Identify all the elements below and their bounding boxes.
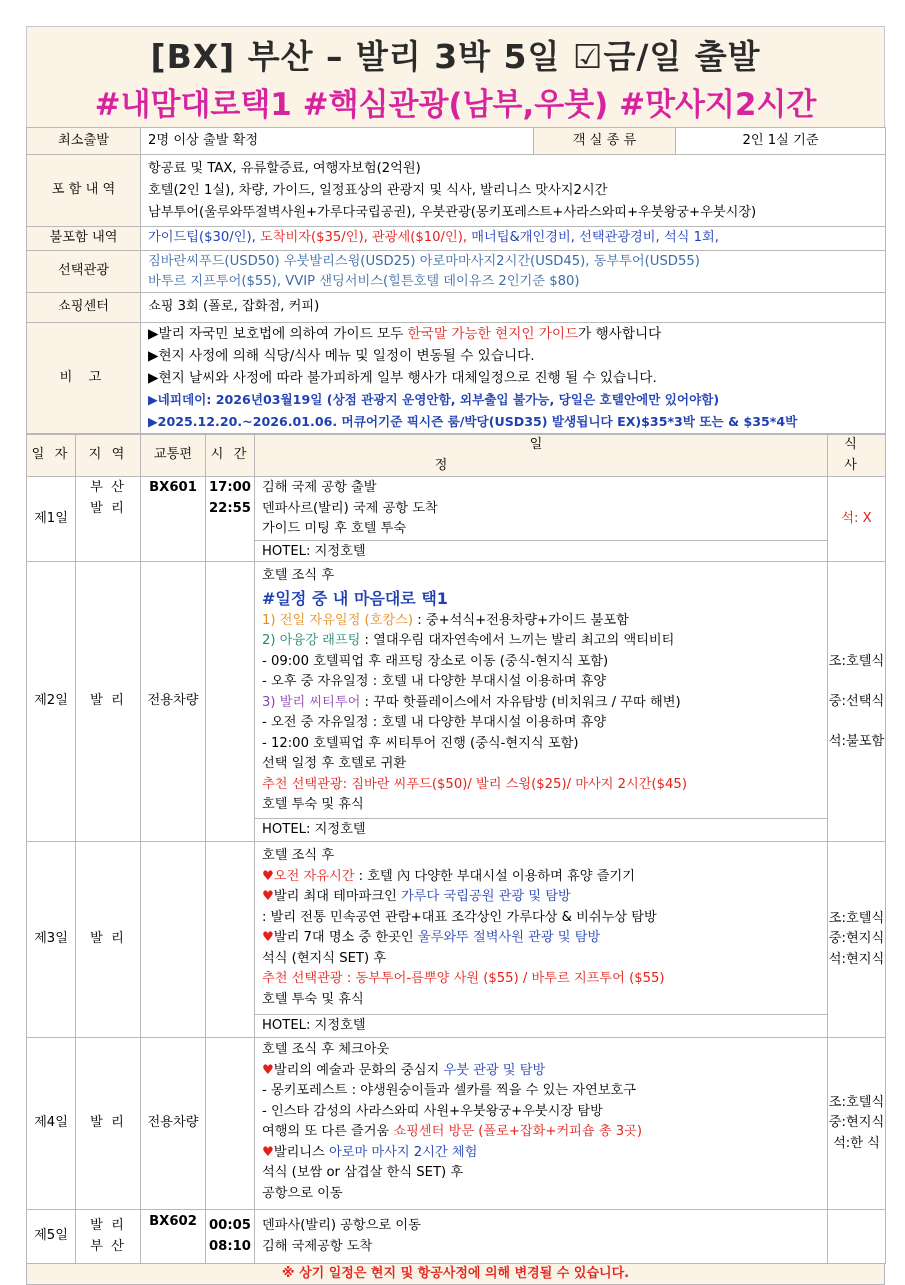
header-banner xyxy=(26,26,885,127)
include-line: 항공료 및 TAX, 유류할증료, 여행자보험(2억원) xyxy=(148,160,421,176)
day-label: 제2일 xyxy=(27,562,76,842)
col-meal: 식 사 xyxy=(828,435,886,477)
day-row-3 xyxy=(27,842,886,1038)
heart-icon: ♥ xyxy=(262,868,274,884)
room-label: 객 실 종 류 xyxy=(534,128,676,155)
day-row-4 xyxy=(27,1038,886,1210)
shopping-label: 쇼핑센터 xyxy=(27,293,141,323)
shopping-value: 쇼핑 3회 (폴로, 잡화점, 커피) xyxy=(141,293,886,323)
day-label: 제5일 xyxy=(27,1210,76,1264)
meal-cell: 조:호텔식 중:현지식 석:한 식 xyxy=(828,1038,886,1210)
info-row-min xyxy=(27,128,886,155)
region-cell: 발 리 xyxy=(76,562,141,842)
schedule-cell: 호텔 조식 후 체크아웃 ♥발리의 예술과 문화의 중심지 우붓 관광 및 탐방 - 몽키포레스트 : 야생원숭이들과 셀카를 찍을 수 있는 자연보호구 - 인스타 감성의 사라스와띠 사원+우붓왕궁+우붓시장 탐방 여행의 또 다른 즐거움 쇼핑센터 방문 (폴로+잡화+커피숍 총 3곳) ♥발리니스 아로마 마사지 2시간 체험 석식 (보쌈 or 삼겹살 한식 SET) 후 공항으로 이동 xyxy=(255,1038,828,1210)
region-cell: 발 리 xyxy=(76,1038,141,1210)
include-line: 남부투어(울루와뚜절벽사원+가루다국립공권), 우붓관광(몽키포레스트+사라스와띠+우붓왕궁+우붓시장) xyxy=(148,204,757,220)
exclude-guide-tip: 가이드팁($30/인), xyxy=(148,230,256,246)
hotel-line: HOTEL: 지정호텔 xyxy=(255,540,827,561)
note-line: ▶발리 자국민 보호법에 의하여 가이드 모두 한국말 가능한 현지인 가이드가 행사합니다 xyxy=(148,326,662,342)
optional-label: 선택관광 xyxy=(27,251,141,293)
info-row-exclude xyxy=(27,227,886,251)
day-row-1 xyxy=(27,477,886,562)
exclude-visa: 도착비자($35/인), xyxy=(260,230,368,246)
itinerary-document xyxy=(26,26,885,1285)
col-day: 일 자 xyxy=(27,435,76,477)
day-label: 제1일 xyxy=(27,477,76,562)
col-transport: 교통편 xyxy=(141,435,206,477)
min-label: 최소출발 xyxy=(27,128,141,155)
optional-list xyxy=(141,251,886,293)
exclude-list xyxy=(141,227,886,251)
room-value: 2인 1실 기준 xyxy=(676,128,886,155)
schedule-header-row xyxy=(27,435,886,477)
notes-label: 비 고 xyxy=(27,323,141,434)
note-line: ▶네피데이: 2026년03월19일 (상점 관광지 운영안함, 외부출입 불가능, 당일은 호텔안에만 있어야함) xyxy=(148,392,720,407)
info-row-include xyxy=(27,155,886,227)
footer-notice: ※ 상기 일정은 현지 및 항공사정에 의해 변경될 수 있습니다. xyxy=(26,1264,885,1285)
schedule-cell: 호텔 조식 후 ♥오전 자유시간 : 호텔 內 다양한 부대시설 이용하며 휴양 즐기기 ♥발리 최대 테마파크인 가루다 국립공원 관광 및 탐방 : 발리 전통 민속공연 관람+대표 조각상인 가루다상 & 비쉬누상 탐방 ♥발리 7대 명소 중 한곳인 울루와뚜 절벽사원 관광 및 탐방 석식 (현지식 SET) 후 추천 선택관광 : 동부투어-름뿌양 사원 ($55) / 바투르 지프투어 ($55) 호텔 투숙 및 휴식 HOTEL: 지정호텔 xyxy=(255,842,828,1038)
exclude-tax: 관광세($10/인), xyxy=(372,230,468,246)
time-cell xyxy=(206,1038,255,1210)
meal-cell xyxy=(828,1210,886,1264)
col-schedule: 일 정 xyxy=(255,435,828,477)
time-cell: 00:05 08:10 xyxy=(206,1210,255,1264)
hotel-line: HOTEL: 지정호텔 xyxy=(255,1014,827,1035)
schedule-cell: 김해 국제 공항 출발 덴파사르(발리) 국제 공항 도착 가이드 미팅 후 호텔 투숙 HOTEL: 지정호텔 xyxy=(255,477,828,562)
region-cell: 부 산 발 리 xyxy=(76,477,141,562)
exclude-meal: 석식 1회, xyxy=(663,230,719,246)
day-row-2 xyxy=(27,562,886,842)
heart-icon: ♥ xyxy=(262,930,274,945)
heart-icon: ♥ xyxy=(262,889,274,904)
day-row-5 xyxy=(27,1210,886,1264)
meal-cell: 석: X xyxy=(828,477,886,562)
optional-line: 짐바란씨푸드(USD50) 우붓발리스윙(USD25) 아로마마사지2시간(USD45), 동부투어(USD55) xyxy=(148,253,700,269)
schedule-table xyxy=(26,434,886,1264)
day-label: 제4일 xyxy=(27,1038,76,1210)
region-cell: 발 리 xyxy=(76,842,141,1038)
include-label: 포 함 내 역 xyxy=(27,155,141,227)
page-title: [BX] 부산 – 발리 3박 5일 ☑금/일 출발 xyxy=(150,37,761,76)
info-row-optional xyxy=(27,251,886,293)
time-cell: 17:00 22:55 xyxy=(206,477,255,562)
meal-cell: 조:호텔식 중:선택식 석:불포함 xyxy=(828,562,886,842)
include-line: 호텔(2인 1실), 차량, 가이드, 일정표상의 관광지 및 식사, 발리니스 맛사지2시간 xyxy=(148,182,608,198)
note-line: ▶2025.12.20.~2026.01.06. 머큐어기준 픽시즌 룸/박당(USD35) 발생됩니다 EX)$35*3박 또는 & $35*4박 xyxy=(148,414,798,429)
note-line: ▶현지 날씨와 사정에 따라 불가피하게 일부 행사가 대체일정으로 진행 될 수 있습니다. xyxy=(148,370,657,386)
exclude-label: 불포함 내역 xyxy=(27,227,141,251)
transport-cell xyxy=(141,842,206,1038)
region-cell: 발 리 부 산 xyxy=(76,1210,141,1264)
schedule-cell: 호텔 조식 후 #일정 중 내 마음대로 택1 1) 전일 자유일정 (호캉스) : 중+석식+전용차량+가이드 불포함 2) 아융강 래프팅 : 열대우림 대자연속에서 느끼는 발리 최고의 액티비티 - 09:00 호텔픽업 후 래프팅 장소로 이동 (중식-현지식 포함) - 오후 중 자유일정 : 호텔 내 다양한 부대시설 이용하며 휴양 3) 발리 씨티투어 : 꾸따 핫플레이스에서 자유탐방 (비치워크 / 꾸따 해변) - 오전 중 자유일정 : 호텔 내 다양한 부대시설 이용하며 휴양 - 12:00 호텔픽업 후 씨티투어 진행 (중식-현지식 포함) 선택 일정 후 호텔로 귀환 추천 선택관광: 짐바란 씨푸드($50)/ 발리 스윙($25)/ 마사지 2시간($45) 호텔 투숙 및 휴식 HOTEL: 지정호텔 xyxy=(255,562,828,842)
time-cell xyxy=(206,842,255,1038)
exclude-rest: 매너팁&개인경비, 선택관광경비, xyxy=(471,230,660,246)
col-time: 시 간 xyxy=(206,435,255,477)
info-row-shopping xyxy=(27,293,886,323)
col-region: 지 역 xyxy=(76,435,141,477)
hotel-line: HOTEL: 지정호텔 xyxy=(255,818,827,839)
transport-cell: 전용차량 xyxy=(141,562,206,842)
include-list xyxy=(141,155,886,227)
meal-cell: 조:호텔식 중:현지식 석:현지식 xyxy=(828,842,886,1038)
notes-list xyxy=(141,323,886,434)
min-value: 2명 이상 출발 확정 xyxy=(141,128,534,155)
day-label: 제3일 xyxy=(27,842,76,1038)
schedule-cell: 덴파사(발리) 공항으로 이동 김해 국제공항 도착 xyxy=(255,1210,828,1264)
page-subtitle: #내맘대로택1 #핵심관광(남부,우붓) #맛사지2시간 xyxy=(94,87,817,123)
time-cell xyxy=(206,562,255,842)
info-table xyxy=(26,127,886,434)
transport-cell: BX602 xyxy=(141,1210,206,1264)
note-line: ▶현지 사정에 의해 식당/식사 메뉴 및 일정이 변동될 수 있습니다. xyxy=(148,348,535,364)
info-row-notes xyxy=(27,323,886,434)
heart-icon: ♥ xyxy=(262,1062,274,1078)
heart-icon: ♥ xyxy=(262,1144,274,1160)
transport-cell: BX601 xyxy=(141,477,206,562)
transport-cell: 전용차량 xyxy=(141,1038,206,1210)
optional-line: 바투르 지프투어($55), VVIP 샌딩서비스(힐튼호텔 데이유즈 2인기준 $80) xyxy=(148,273,580,289)
